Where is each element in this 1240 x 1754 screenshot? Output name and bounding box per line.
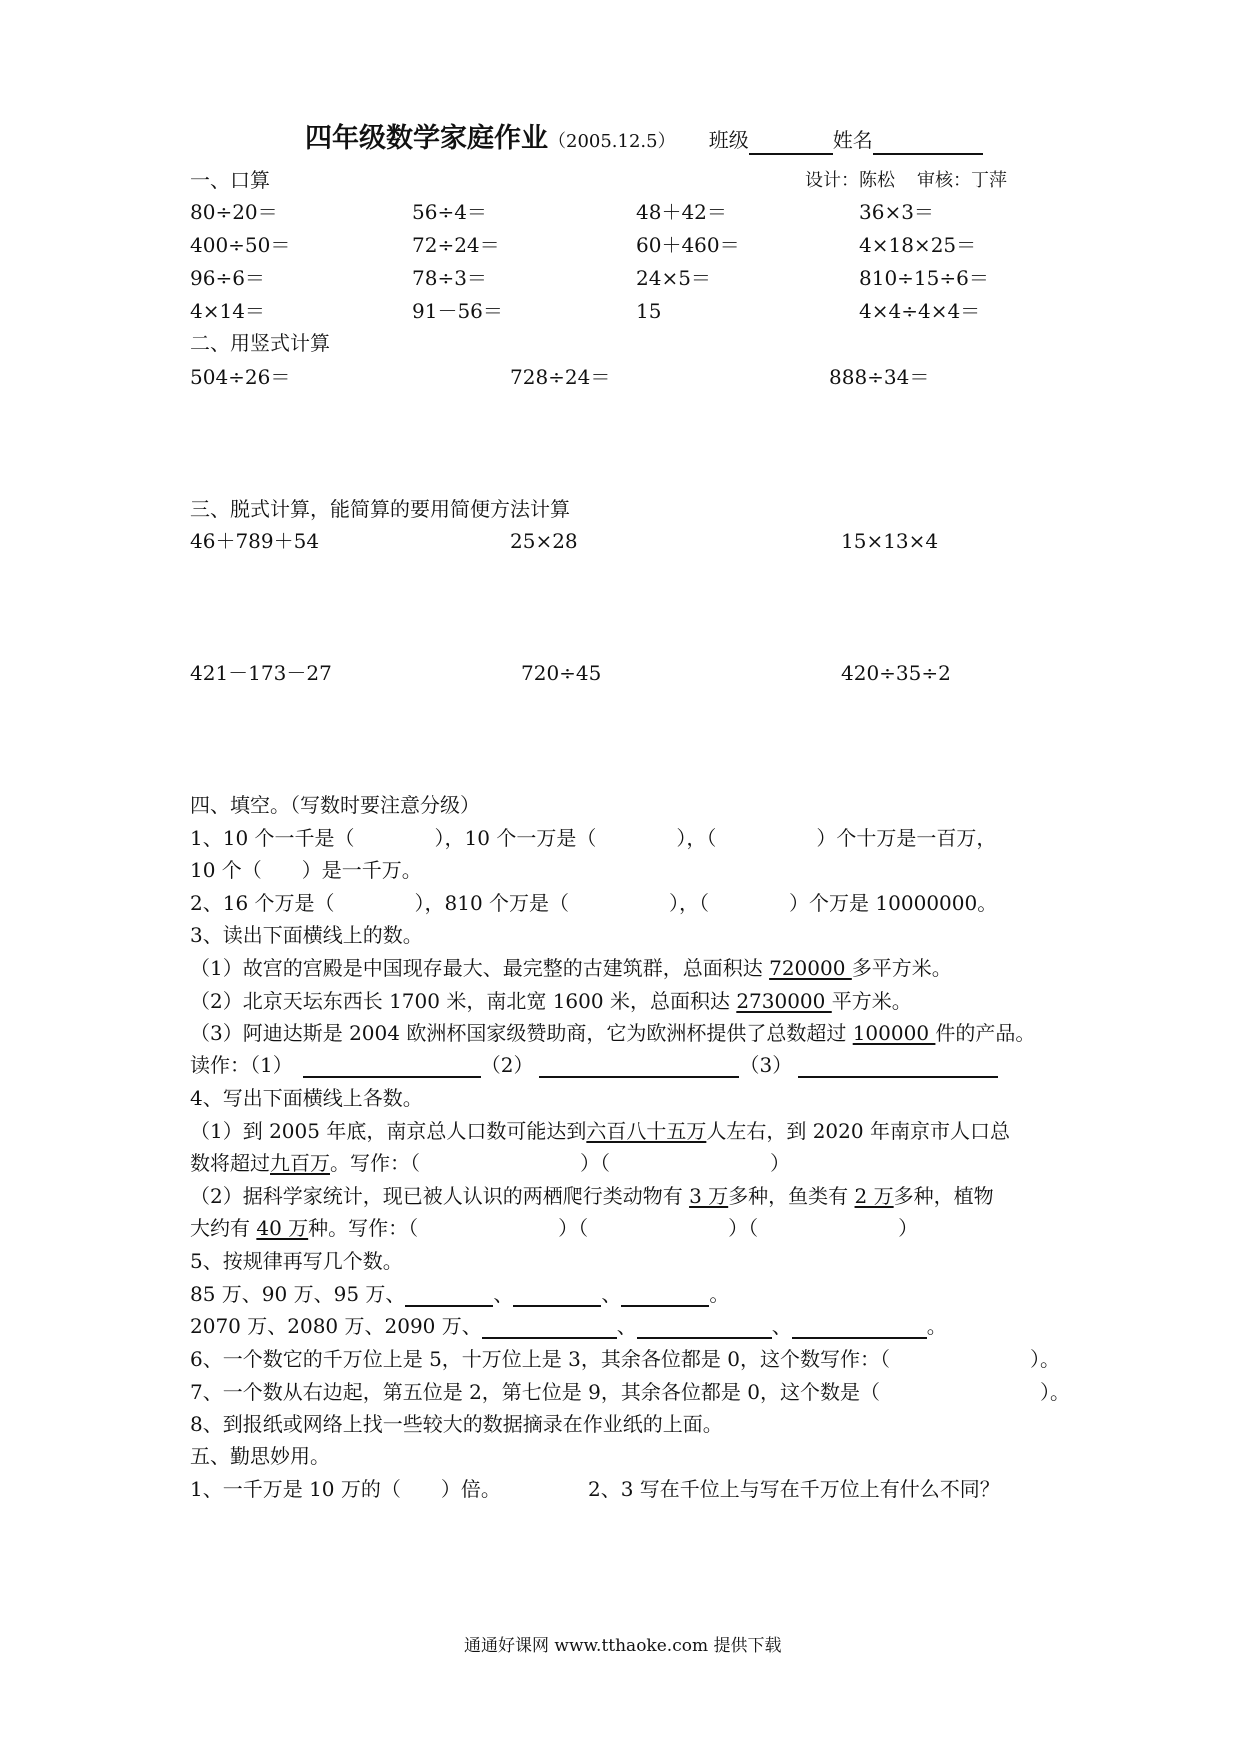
fill-question-5: 5、按规律再写几个数。	[190, 1249, 403, 1273]
q3-1-unit: 多平方米。	[851, 956, 952, 980]
q4-2a-number-2: 2 万	[854, 1184, 894, 1208]
q3-3-unit: 件的产品。	[935, 1021, 1036, 1045]
vertical-calc-item: 504÷26＝	[190, 365, 291, 389]
separator: 、	[601, 1282, 622, 1306]
pattern-1-blank-3[interactable]	[621, 1283, 709, 1307]
section-5-heading: 五、勤思妙用。	[190, 1444, 330, 1468]
period: 。	[926, 1314, 947, 1338]
q4-2b-number: 40 万	[256, 1216, 309, 1240]
question-3-3	[190, 1020, 1035, 1046]
mental-calc-item: 91－56＝	[412, 299, 503, 323]
pattern-1-blank-2[interactable]	[513, 1283, 601, 1307]
mental-calc-item: 56÷4＝	[412, 200, 487, 224]
footer-credit: 通通好课网 www.tthaoke.com 提供下载	[464, 1636, 782, 1656]
pattern-row-1	[190, 1281, 729, 1307]
q3-2-number: 2730000	[736, 989, 832, 1013]
read-answers-line	[190, 1052, 998, 1078]
mental-calc-item: 80÷20＝	[190, 200, 278, 224]
stepwise-calc-item: 420÷35÷2	[841, 661, 951, 685]
mental-calc-item: 4×14＝	[190, 299, 265, 323]
fill-question-1a: 1、10 个一千是（ ），10 个一万是（ ），（ ）个十万是一百万，	[190, 826, 997, 850]
mental-calc-item: 78÷3＝	[412, 266, 487, 290]
q3-2-unit: 平方米。	[831, 989, 912, 1013]
section-4-heading: 四、填空。（写数时要注意分级）	[190, 793, 480, 817]
designer-credit: 设计：陈松	[805, 170, 895, 191]
q4-2b-text: 大约有	[190, 1216, 257, 1240]
fill-question-4: 4、写出下面横线上各数。	[190, 1086, 423, 1110]
q3-3-number: 100000	[852, 1021, 936, 1045]
pattern-1-text: 85 万、90 万、95 万、	[190, 1282, 406, 1306]
mental-calc-item: 4×18×25＝	[859, 233, 977, 257]
vertical-calc-item: 888÷34＝	[829, 365, 930, 389]
q4-1a-number: 六百八十五万	[586, 1119, 707, 1143]
mental-calc-item: 36×3＝	[859, 200, 934, 224]
section-1-heading: 一、口算	[190, 168, 270, 192]
name-label: 姓名	[832, 128, 873, 152]
period: 。	[709, 1282, 730, 1306]
fill-question-8: 8、到报纸或网络上找一些较大的数据摘录在作业纸的上面。	[190, 1412, 723, 1436]
mental-calc-item: 72÷24＝	[412, 233, 500, 257]
mental-calc-item: 4×4÷4×4＝	[859, 299, 981, 323]
vertical-calc-item: 728÷24＝	[510, 365, 611, 389]
mental-calc-item: 24×5＝	[636, 266, 711, 290]
stepwise-calc-item: 46＋789＋54	[190, 529, 320, 553]
thinking-question-1: 1、一千万是 10 万的（ ）倍。	[190, 1477, 501, 1501]
question-4-1b	[190, 1150, 790, 1176]
q4-2a-text: （2）据科学家统计，现已被人认识的两栖爬行类动物有	[190, 1184, 690, 1208]
fill-question-3: 3、读出下面横线上的数。	[190, 923, 423, 947]
read-answer-3-blank[interactable]	[798, 1054, 998, 1078]
mental-calc-item: 810÷15÷6＝	[859, 266, 989, 290]
read-label-2: （2）	[480, 1053, 534, 1077]
title-date: （2005.12.5）	[548, 131, 676, 152]
class-label: 班级	[708, 128, 749, 152]
thinking-question-2: 2、3 写在千位上与写在千万位上有什么不同？	[588, 1477, 1000, 1501]
class-blank[interactable]	[749, 131, 833, 155]
q4-1b-tail: 。写作：（ ）（ ）	[330, 1151, 790, 1175]
read-label: 读作：（1）	[190, 1053, 293, 1077]
pattern-2-blank-2[interactable]	[637, 1315, 772, 1339]
pattern-row-2	[190, 1313, 947, 1339]
mental-calc-item: 60＋460＝	[636, 233, 740, 257]
question-3-1	[190, 955, 952, 981]
section-3-heading: 三、脱式计算，能简算的要用简便方法计算	[190, 497, 570, 521]
q4-1a-text: （1）到 2005 年底，南京总人口数可能达到	[190, 1119, 587, 1143]
q4-1a-tail: 人左右，到 2020 年南京市人口总	[706, 1119, 1010, 1143]
mental-calc-item: 400÷50＝	[190, 233, 291, 257]
q3-1-text: （1）故宫的宫殿是中国现存最大、最完整的古建筑群，总面积达	[190, 956, 770, 980]
separator: 、	[771, 1314, 792, 1338]
mental-calc-item: 96÷6＝	[190, 266, 265, 290]
pattern-2-text: 2070 万、2080 万、2090 万、	[190, 1314, 482, 1338]
fill-question-6: 6、一个数它的千万位上是 5，十万位上是 3，其余各位都是 0，这个数写作：（ ）。	[190, 1347, 1060, 1371]
question-4-1a	[190, 1118, 1010, 1144]
fill-question-2: 2、16 个万是（ ），810 个万是（ ），（ ）个万是 10000000。	[190, 891, 998, 915]
fill-question-1b: 10 个（ ）是一千万。	[190, 858, 422, 882]
read-answer-2-blank[interactable]	[539, 1054, 739, 1078]
reviewer-credit: 审核：丁萍	[917, 170, 1007, 191]
stepwise-calc-item: 25×28	[510, 529, 578, 553]
q3-2-text: （2）北京天坛东西长 1700 米，南北宽 1600 米，总面积达	[190, 989, 737, 1013]
q4-2a-number-1: 3 万	[689, 1184, 729, 1208]
pattern-2-blank-1[interactable]	[482, 1315, 617, 1339]
pattern-2-blank-3[interactable]	[792, 1315, 927, 1339]
q4-2a-tail: 多种，植物	[893, 1184, 994, 1208]
q4-2a-mid: 多种，鱼类有	[728, 1184, 855, 1208]
fill-question-7: 7、一个数从右边起，第五位是 2，第七位是 9，其余各位都是 0，这个数是（ ）。	[190, 1380, 1070, 1404]
section-2-heading: 二、用竖式计算	[190, 331, 330, 355]
read-answer-1-blank[interactable]	[303, 1054, 481, 1078]
mental-calc-item: 48＋42＝	[636, 200, 727, 224]
read-label-3: （3）	[739, 1053, 793, 1077]
question-4-2a	[190, 1183, 994, 1209]
mental-calc-item: 15	[636, 299, 662, 323]
q3-1-number: 720000	[769, 956, 852, 980]
stepwise-calc-item: 421－173－27	[190, 661, 332, 685]
q4-1b-number: 九百万	[270, 1151, 330, 1175]
page-title: 四年级数学家庭作业	[305, 123, 548, 154]
separator: 、	[493, 1282, 514, 1306]
q3-3-text: （3）阿迪达斯是 2004 欧洲杯国家级赞助商，它为欧洲杯提供了总数超过	[190, 1021, 853, 1045]
stepwise-calc-item: 720÷45	[521, 661, 602, 685]
pattern-1-blank-1[interactable]	[405, 1283, 493, 1307]
stepwise-calc-item: 15×13×4	[841, 529, 939, 553]
q4-2b-tail: 种。写作：（ ）（ ）（ ）	[308, 1216, 919, 1240]
name-blank[interactable]	[873, 131, 983, 155]
separator: 、	[616, 1314, 637, 1338]
document-title-line	[305, 116, 983, 155]
q4-1b-text: 数将超过	[190, 1151, 270, 1175]
question-4-2b	[190, 1215, 918, 1241]
question-3-2	[190, 988, 912, 1014]
